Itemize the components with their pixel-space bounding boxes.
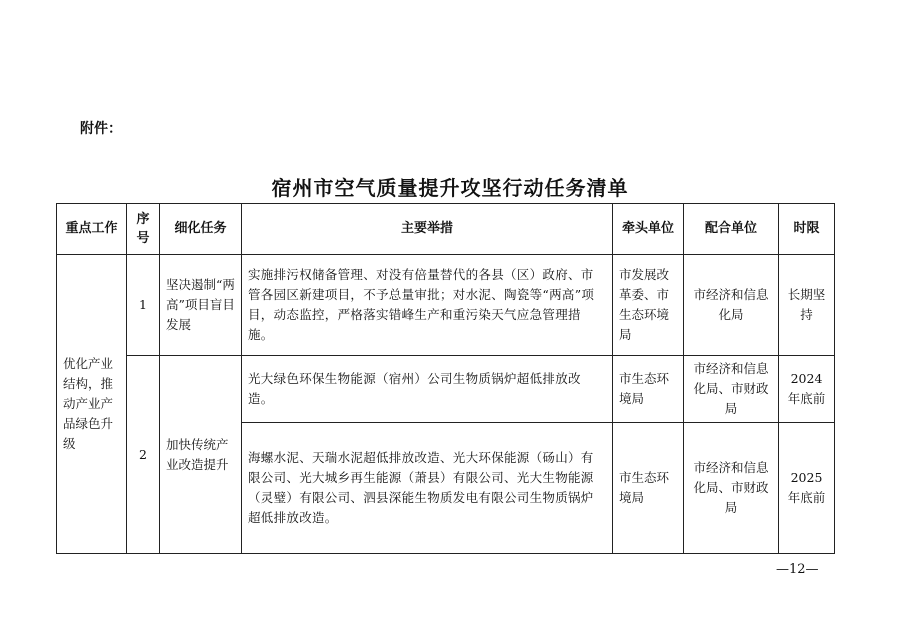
task-cell: 加快传统产业改造提升 [160, 356, 242, 554]
header-partner-unit: 配合单位 [684, 204, 779, 255]
lead-unit-cell: 市生态环境局 [613, 423, 684, 554]
page-number: —12— [776, 562, 819, 577]
deadline-cell: 2024年底前 [779, 356, 835, 423]
row-number: 2 [127, 356, 160, 554]
deadline-cell: 长期坚持 [779, 255, 835, 356]
table-header-row [57, 204, 835, 255]
lead-unit-cell: 市生态环境局 [613, 356, 684, 423]
header-number: 序号 [127, 204, 160, 255]
lead-unit-cell: 市发展改革委、市生态环境局 [613, 255, 684, 356]
task-table [56, 203, 835, 554]
deadline-cell: 2025年底前 [779, 423, 835, 554]
partner-unit-cell: 市经济和信息化局、市财政局 [684, 423, 779, 554]
header-deadline: 时限 [779, 204, 835, 255]
header-lead-unit: 牵头单位 [613, 204, 684, 255]
row-number: 1 [127, 255, 160, 356]
partner-unit-cell: 市经济和信息化局 [684, 255, 779, 356]
attachment-label: 附件： [80, 121, 122, 137]
header-key-work: 重点工作 [57, 204, 127, 255]
header-task: 细化任务 [160, 204, 242, 255]
measure-cell: 海螺水泥、天瑞水泥超低排放改造、光大环保能源（砀山）有限公司、光大城乡再生能源（萧县）有限公司、光大生物能源（灵璧）有限公司、泗县深能生物质发电有限公司生物质锅炉超低排放改造。 [242, 423, 613, 554]
table-row [57, 356, 835, 423]
partner-unit-cell: 市经济和信息化局、市财政局 [684, 356, 779, 423]
header-measures: 主要举措 [242, 204, 613, 255]
measure-cell: 光大绿色环保生物能源（宿州）公司生物质锅炉超低排放改造。 [242, 356, 613, 423]
table-row [57, 255, 835, 356]
task-cell: 坚决遏制“两高”项目盲目发展 [160, 255, 242, 356]
document-title: 宿州市空气质量提升攻坚行动任务清单 [271, 176, 629, 200]
key-work-cell: 优化产业结构，推动产业产品绿色升级 [57, 255, 127, 554]
measure-cell: 实施排污权储备管理、对没有倍量替代的各县（区）政府、市管各园区新建项目，不予总量审批；对水泥、陶瓷等“两高”项目，动态监控，严格落实错峰生产和重污染天气应急管理措施。 [242, 255, 613, 356]
